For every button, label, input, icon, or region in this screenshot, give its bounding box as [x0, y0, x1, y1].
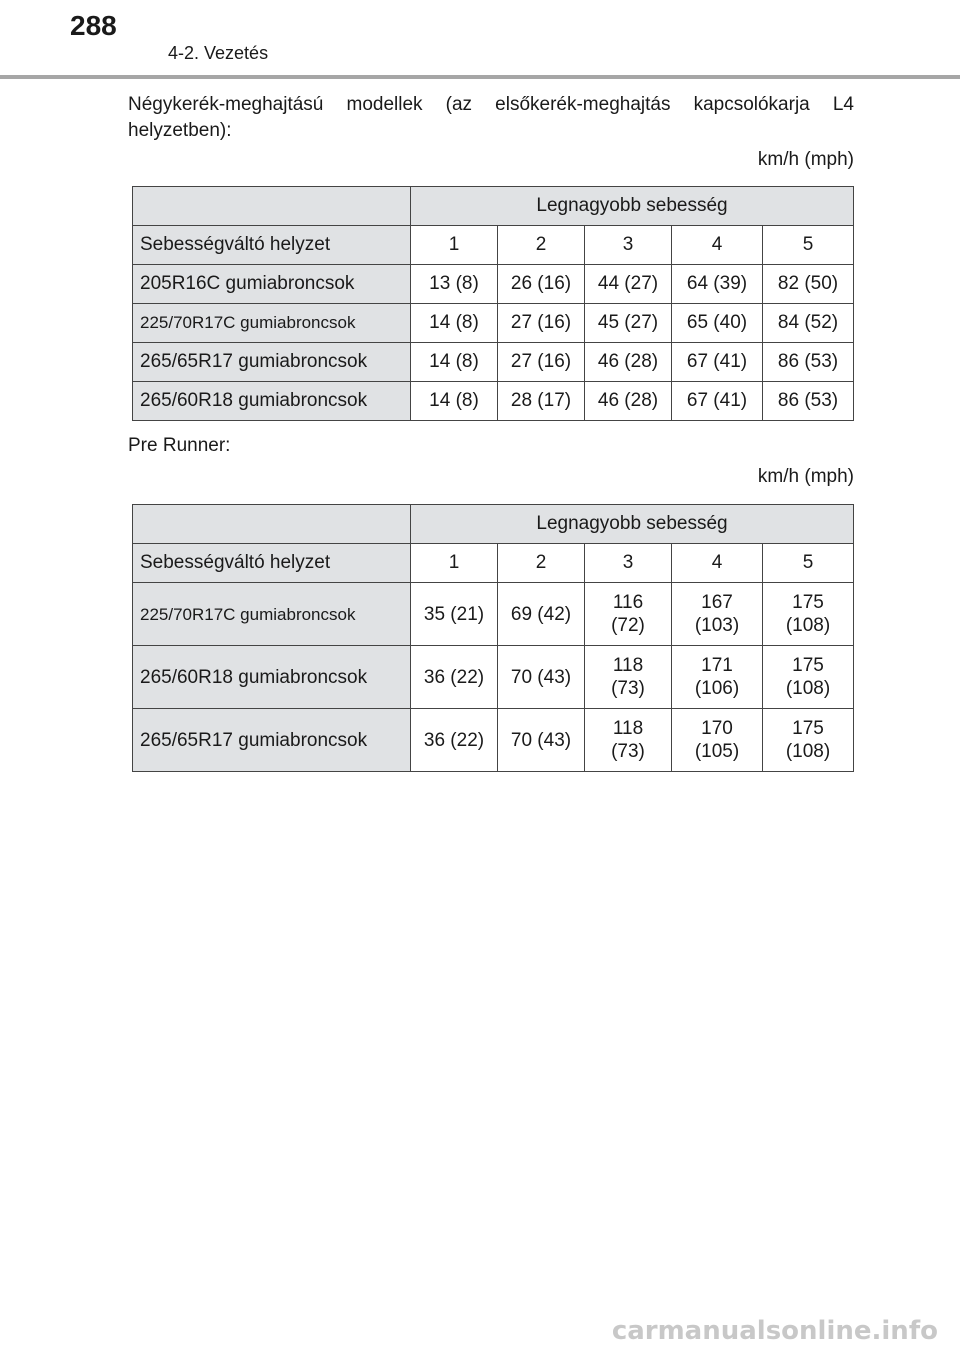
speed-cell [498, 583, 585, 646]
tire-size: 225/70R17C gumiabroncsok [133, 304, 411, 343]
speed-cell [672, 583, 763, 646]
speed-value: 70 (43) [510, 666, 572, 688]
speed-kmh: 175 [792, 718, 824, 739]
speed-cell [585, 709, 672, 772]
table-row [133, 583, 854, 646]
speed-value: 36 (22) [423, 666, 485, 688]
speed-value: 70 (43) [510, 729, 572, 751]
speed-kmh: 175 [792, 655, 824, 676]
speed-cell [498, 709, 585, 772]
speed-kmh: 170 [701, 718, 733, 739]
speed-cell: 14 (8) [411, 382, 498, 421]
max-speed-table-pre-runner [132, 504, 854, 772]
speed-kmh: 171 [701, 655, 733, 676]
gear-5-header: 5 [763, 226, 854, 265]
max-speed-header: Legnagyobb sebesség [411, 187, 854, 226]
speed-cell: 65 (40) [672, 304, 763, 343]
section-title: 4-2. Vezetés [168, 43, 269, 63]
gear-3-header: 3 [585, 226, 672, 265]
speed-cell: 14 (8) [411, 304, 498, 343]
header-divider [0, 75, 960, 79]
gear-position-header: Sebességváltó helyzet [133, 544, 411, 583]
speed-cell [498, 646, 585, 709]
table-corner [133, 505, 411, 544]
site-watermark: carmanualsonline.info [611, 1316, 938, 1346]
unit-label-2: km/h (mph) [757, 466, 854, 487]
speed-cell: 86 (53) [763, 382, 854, 421]
speed-cell [763, 583, 854, 646]
speed-kmh: 118 [612, 655, 644, 676]
speed-cell [763, 646, 854, 709]
speed-cell: 26 (16) [498, 265, 585, 304]
speed-mph: (73) [611, 741, 645, 762]
speed-cell: 82 (50) [763, 265, 854, 304]
intro-pre-runner: Pre Runner: [128, 435, 231, 456]
speed-mph: (108) [785, 615, 831, 636]
max-speed-table-4wd [132, 186, 854, 421]
table-row [133, 265, 854, 304]
speed-kmh: 118 [612, 718, 644, 739]
gear-5-header: 5 [763, 544, 854, 583]
speed-mph: (108) [785, 678, 831, 699]
table-row [133, 646, 854, 709]
tire-size: 205R16C gumiabroncsok [133, 265, 411, 304]
speed-value: 35 (21) [423, 603, 485, 625]
page-header [0, 0, 960, 80]
gear-2-header: 2 [498, 226, 585, 265]
speed-cell [672, 646, 763, 709]
speed-cell [411, 709, 498, 772]
speed-cell [411, 646, 498, 709]
intro-4wd-models: Négykerék-meghajtású modellek (az elsőkerék-meghajtás kapcsolókarja L4 helyzetben): [128, 94, 854, 141]
speed-cell: 13 (8) [411, 265, 498, 304]
speed-mph: (108) [785, 741, 831, 762]
speed-cell: 84 (52) [763, 304, 854, 343]
unit-label-1: km/h (mph) [757, 149, 854, 170]
page-number: 288 [70, 10, 117, 41]
speed-value: 69 (42) [510, 603, 572, 625]
speed-mph: (73) [611, 678, 645, 699]
gear-4-header: 4 [672, 544, 763, 583]
gear-1-header: 1 [411, 544, 498, 583]
max-speed-header: Legnagyobb sebesség [411, 505, 854, 544]
speed-cell: 67 (41) [672, 382, 763, 421]
speed-kmh: 116 [612, 592, 644, 613]
speed-cell: 27 (16) [498, 343, 585, 382]
gear-2-header: 2 [498, 544, 585, 583]
speed-mph: (72) [611, 615, 645, 636]
speed-cell: 14 (8) [411, 343, 498, 382]
speed-cell: 46 (28) [585, 382, 672, 421]
tire-size: 265/60R18 gumiabroncsok [133, 382, 411, 421]
speed-mph: (105) [694, 741, 740, 762]
tire-size: 265/65R17 gumiabroncsok [133, 343, 411, 382]
speed-kmh: 167 [701, 592, 733, 613]
table-row [133, 709, 854, 772]
speed-cell: 28 (17) [498, 382, 585, 421]
speed-cell: 27 (16) [498, 304, 585, 343]
speed-kmh: 175 [792, 592, 824, 613]
table-row [133, 382, 854, 421]
speed-cell [411, 583, 498, 646]
speed-cell: 44 (27) [585, 265, 672, 304]
speed-cell [585, 646, 672, 709]
speed-cell [585, 583, 672, 646]
speed-cell: 86 (53) [763, 343, 854, 382]
speed-cell [672, 709, 763, 772]
tire-size: 225/70R17C gumiabroncsok [133, 583, 411, 646]
speed-value: 36 (22) [423, 729, 485, 751]
table-row [133, 343, 854, 382]
speed-cell [763, 709, 854, 772]
table-row [133, 304, 854, 343]
speed-cell: 64 (39) [672, 265, 763, 304]
table-corner [133, 187, 411, 226]
speed-cell: 45 (27) [585, 304, 672, 343]
gear-1-header: 1 [411, 226, 498, 265]
speed-mph: (103) [694, 615, 740, 636]
tire-size: 265/65R17 gumiabroncsok [133, 709, 411, 772]
speed-mph: (106) [694, 678, 740, 699]
speed-cell: 46 (28) [585, 343, 672, 382]
gear-position-header: Sebességváltó helyzet [133, 226, 411, 265]
tire-size: 265/60R18 gumiabroncsok [133, 646, 411, 709]
speed-cell: 67 (41) [672, 343, 763, 382]
gear-3-header: 3 [585, 544, 672, 583]
gear-4-header: 4 [672, 226, 763, 265]
